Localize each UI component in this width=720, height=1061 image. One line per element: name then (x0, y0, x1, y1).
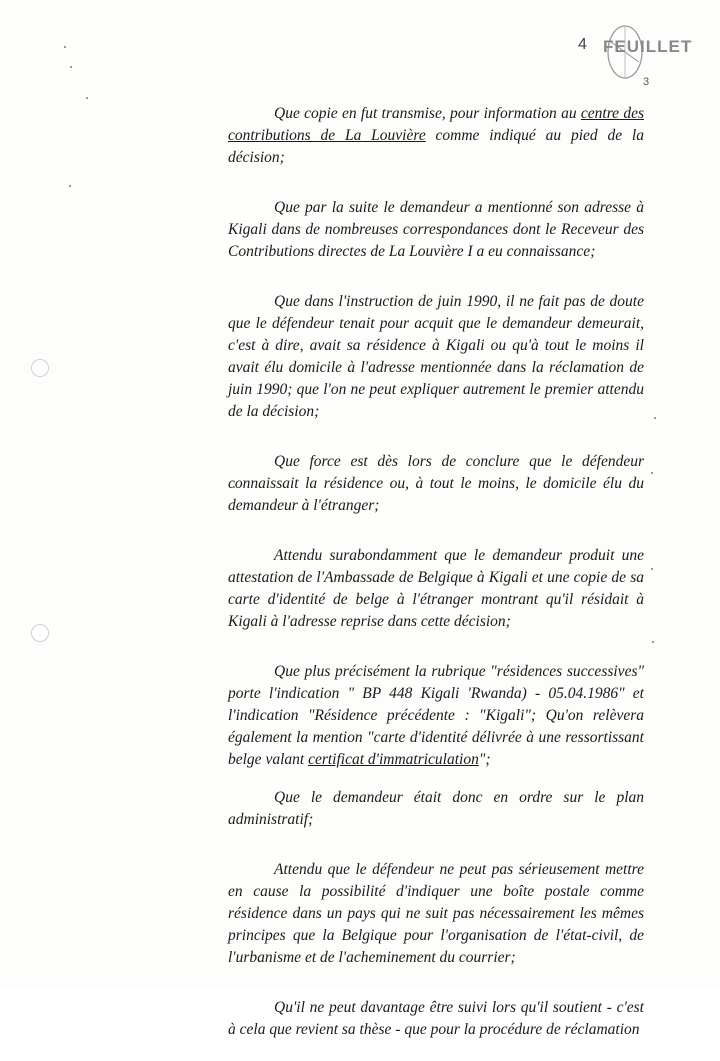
paragraph-attestation: Attendu surabondamment que le demandeur produit une attestation de l'Ambassade de Belgique à Kigali et une copie de sa carte d'identité de belge à l'étranger montrant qu'il résidait à Kigali à l'adresse reprise dans cette décision; (228, 547, 644, 630)
paragraph-rubrique: Que plus précisément la rubrique "résidences successives" porte l'indication " BP 448 Kigali 'Rwanda) - 05.04.1986" et l'indication "Résidence précédente : "Kigali"; Qu'on relèvera également la mention "carte d'identité délivrée à une ressortissant belge valant certificat d'immatriculation"; (228, 663, 644, 768)
document-body (228, 103, 644, 1061)
paragraph-adresse-kigali: Que par la suite le demandeur a mentionné son adresse à Kigali dans de nombreuses correspondances dont le Receveur des Contributions directes de La Louvière I a eu connaissance; (228, 199, 644, 260)
paragraph-force-conclure: Que force est dès lors de conclure que le défendeur connaissait la résidence ou, à tout le moins, le domicile élu du demandeur à l'étranger; (228, 453, 644, 514)
paragraph-instruction-juin: Que dans l'instruction de juin 1990, il ne fait pas de doute que le défendeur tenait pour acquit que le demandeur demeurait, c'est à dire, avait sa résidence à Kigali ou qu'à tout le moins il avait élu domicile à l'adresse mentionnée dans la réclamation de juin 1990; que l'on ne peut expliquer autrement le premier attendu de la décision; (228, 293, 644, 420)
feuillet-stamp (575, 20, 693, 100)
paragraph-boite-postale: Attendu que le défendeur ne peut pas sérieusement mettre en cause la possibilité d'indiquer une boîte postale comme résidence dans un pays qui ne suit pas nécessairement les mêmes principes que la Belgique pour l'organisation de l'état-civil, de l'urbanisme et de l'acheminement du courrier; (228, 861, 644, 966)
stamp-mark: 3 (643, 76, 650, 88)
punch-hole-bottom (31, 624, 49, 642)
paragraph-these: Qu'il ne peut davantage être suivi lors qu'il soutient - c'est à cela que revient sa thèse - que pour la procédure de réclamation (228, 999, 644, 1038)
underlined-certificat: certificat d'immatriculation (308, 751, 479, 768)
paragraph-ordre-administratif: Que le demandeur était donc en ordre sur le plan administratif; (228, 789, 644, 828)
paragraph-copie: Que copie en fut transmise, pour information au centre des contributions de La Louvière comme indiqué au pied de la décision; (228, 105, 644, 166)
stamp-word: FEUILLET (603, 37, 693, 56)
punch-hole-top (31, 359, 49, 377)
sheet-number: 4 (578, 36, 587, 53)
underlined-centre: centre des contributions de La Louvière (228, 105, 644, 144)
